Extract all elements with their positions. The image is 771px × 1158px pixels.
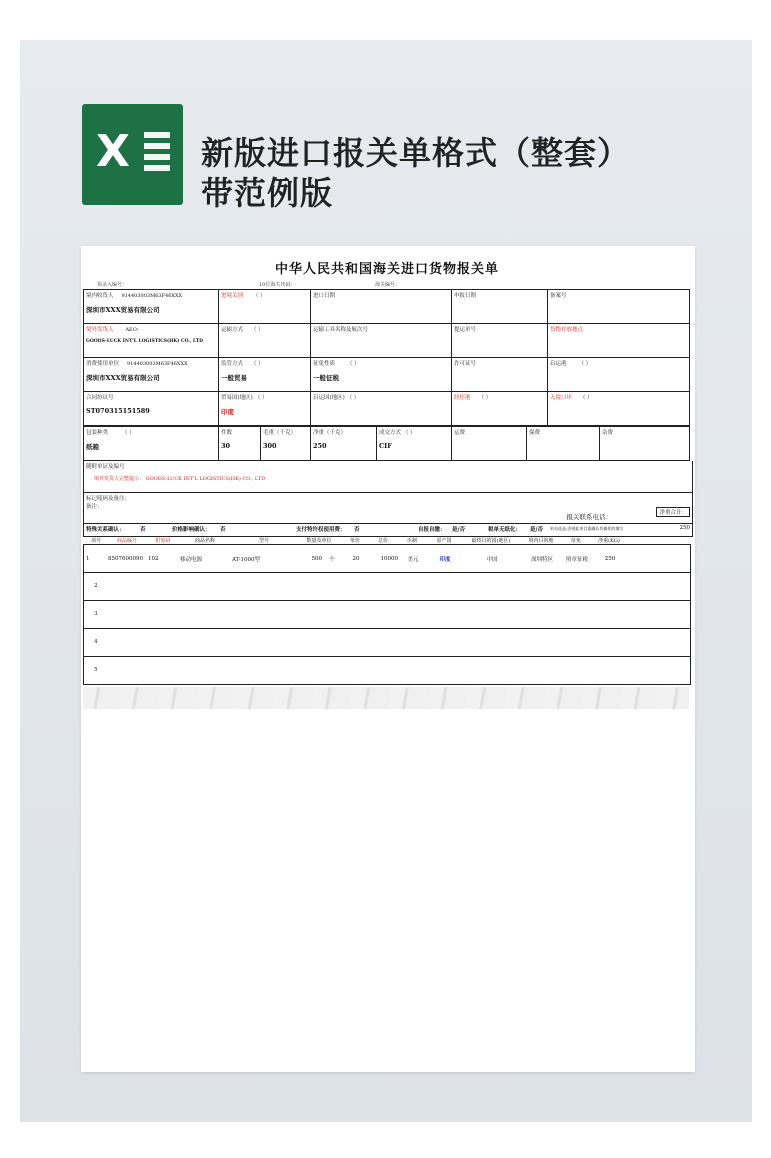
bill-cell	[452, 324, 548, 358]
extra-code: 102	[148, 555, 159, 562]
shipper-code-label: AEO：	[125, 327, 142, 333]
gross-label: 毛重（千克）	[263, 430, 297, 436]
trade-country-cell	[219, 392, 311, 426]
title-line-1: 新版进口报关单格式（整套）	[201, 134, 631, 172]
goods-total: 10000	[380, 555, 398, 562]
tax-paren: （ ）	[346, 361, 360, 367]
goods-header-cell: 项号	[90, 538, 101, 544]
goods-header-cell: 境内目的地	[528, 538, 554, 544]
self-declare-label: 自报自缴：	[418, 527, 446, 533]
goods-header-cell: 净重(KG)	[598, 538, 620, 544]
declare-date-label: 申报日期	[454, 293, 477, 299]
net-cell	[311, 427, 377, 461]
trade-country-value: 印度	[221, 408, 234, 416]
goods-header	[83, 537, 691, 545]
table-row	[83, 545, 691, 573]
cargo-grid	[83, 426, 690, 461]
consignee-cell	[84, 290, 219, 324]
goods-weight: 250	[604, 555, 616, 562]
marks-label: 标记唛码及备注：	[86, 496, 131, 502]
item-no: 3	[94, 611, 98, 617]
goods-unit: 个	[329, 556, 335, 563]
origin-country-label: 启运国(地区)	[313, 395, 345, 401]
gross-cell	[261, 427, 311, 461]
supervision-label: 监管方式	[221, 361, 244, 367]
origin-country-cell	[311, 392, 452, 426]
transport-label: 运输方式	[221, 327, 244, 333]
excel-icon: X	[82, 104, 183, 205]
item-no: 5	[94, 667, 98, 673]
form-row	[84, 358, 690, 392]
declare-date-cell	[452, 290, 548, 324]
contact-phone-label: 报关联系电话：	[566, 513, 612, 521]
net-value: 250	[313, 442, 327, 450]
trade-country-paren: （ ）	[254, 395, 268, 401]
title-line-2: 带范例版	[201, 174, 334, 212]
trade-country-label: 贸易国(地区)	[221, 395, 253, 401]
net-total-label: 净重合计：	[656, 507, 690, 517]
goods-header-cell: 总价	[377, 538, 388, 544]
entry-port-paren: （ ）	[579, 395, 593, 401]
goods-header-cell: 数量及单位	[306, 538, 332, 544]
goods-currency: 美元	[407, 556, 419, 563]
package-paren: （ ）	[121, 430, 135, 436]
royalty-label: 支付特许权使用费：	[296, 527, 346, 533]
license-label: 许可证号	[454, 361, 477, 367]
entry-port-cell	[548, 392, 690, 426]
start-port-cell	[548, 358, 690, 392]
package-cell	[84, 427, 219, 461]
decorative-strip	[83, 687, 689, 709]
confirm-tip: 若勾选是/否则此项目需确认有操作的填写	[550, 526, 624, 531]
goods-header-cell: 商品名称	[194, 538, 215, 544]
license-cell	[452, 358, 548, 392]
remarks-label: 备注：	[86, 504, 103, 510]
supervision-paren: （ ）	[250, 361, 264, 367]
form-row	[84, 324, 690, 358]
pieces-value: 30	[221, 442, 231, 450]
entry-customs-paren: （ ）	[252, 293, 266, 299]
goods-domestic: 深圳特区	[530, 556, 553, 563]
goods-header-cell: 商品编号	[116, 538, 137, 544]
pre-entry-label: 预录入编号：	[97, 282, 128, 288]
user-label: 消费使用单位	[86, 361, 120, 367]
form-row	[84, 392, 690, 426]
documents-row	[83, 461, 693, 493]
customs-form	[83, 258, 691, 685]
user-value: 深圳市XXX贸易有限公司	[86, 374, 160, 382]
goods-model: AT-1000型	[232, 556, 260, 563]
net-total-value: 250	[679, 525, 690, 531]
header-grid	[83, 289, 690, 426]
supervision-cell	[219, 358, 311, 392]
shipper-value: GOODS-LUCK INT'L LOGISTICS(HK) CO., LTD	[86, 339, 203, 344]
goods-price: 20	[352, 555, 360, 562]
deal-paren: （ ）	[402, 430, 416, 436]
freight-label: 运费	[454, 430, 466, 436]
record-cell	[548, 290, 690, 324]
paperless-label: 税单无纸化：	[488, 527, 522, 533]
transit-port-cell	[452, 392, 548, 426]
vehicle-cell	[311, 324, 452, 358]
consignee-value: 深圳市XXX贸易有限公司	[86, 306, 160, 314]
origin-country-paren: （ ）	[346, 395, 360, 401]
royalty-value: 否	[354, 527, 360, 533]
price-value: 否	[220, 527, 226, 533]
record-label: 备案号	[550, 293, 567, 299]
table-row	[83, 629, 691, 657]
user-cell	[84, 358, 219, 392]
insurance-cell	[527, 427, 600, 461]
table-row	[83, 657, 691, 685]
tax-value: 一般征税	[313, 374, 339, 382]
freight-cell	[452, 427, 527, 461]
import-date-label: 进口日期	[313, 293, 336, 299]
paperless-value: 是/否	[530, 527, 544, 533]
price-label: 价格影响确认：	[172, 527, 211, 533]
shipper-label: 境外发货人	[86, 327, 114, 333]
entry-customs-cell	[219, 290, 311, 324]
tax-label: 征免性质	[313, 361, 336, 367]
supervision-value: 一般贸易	[221, 374, 247, 382]
goods-header-cell: 征免	[570, 538, 581, 544]
form-title: 中华人民共和国海关进口货物报关单	[274, 262, 499, 277]
vehicle-label: 运输工具名称及航次号	[313, 327, 369, 333]
goods-header-cell: 附加码	[155, 538, 171, 544]
goods-header-cell: 原产国	[436, 538, 452, 544]
entry-port-label: 入境口岸	[550, 395, 573, 401]
transport-paren: （ ）	[250, 327, 264, 333]
package-label: 包装种类	[86, 430, 109, 436]
relation-value: 否	[140, 527, 146, 533]
misc-label: 杂费	[602, 430, 614, 436]
goods-origin: 印度	[439, 556, 451, 563]
goods-header-cell: 单价	[349, 538, 360, 544]
tax-cell	[311, 358, 452, 392]
customs-code-label: 10位海关代码：	[259, 282, 296, 288]
goods-levy: 照章征税	[565, 556, 588, 563]
contract-value: ST070315151589	[86, 407, 150, 415]
location-cell	[548, 324, 690, 358]
deal-value: CIF	[379, 442, 392, 450]
shipper-cell	[84, 324, 219, 358]
marks-row	[83, 493, 693, 524]
goods-destination: 中国	[486, 556, 498, 563]
transport-cell	[219, 324, 311, 358]
page-title	[201, 133, 630, 213]
goods-header-cell: 币制	[406, 538, 417, 544]
gross-value: 300	[263, 442, 277, 450]
hs-code: 8507600090	[108, 555, 143, 562]
item-no: 2	[94, 583, 98, 589]
relation-label: 特殊关系确认：	[86, 527, 125, 533]
form-row	[84, 427, 690, 461]
documents-note: 境外发货人完整提示： GOODS-LUCK INT'L LOGISTICS(HK) CO., LTD	[94, 476, 266, 482]
deal-label: 成交方式	[379, 430, 402, 436]
bill-label: 提运单号	[454, 327, 477, 333]
import-date-cell	[311, 290, 452, 324]
insurance-label: 保费	[529, 430, 541, 436]
entry-customs-label: 进境关别	[221, 293, 244, 299]
consignee-label: 境内收货人	[86, 293, 114, 299]
goods-header-cell: 型号	[258, 538, 269, 544]
goods-name: 移动电源	[180, 556, 203, 563]
consignee-code: 914403003M63F46XXX	[121, 293, 183, 299]
contract-cell	[84, 392, 219, 426]
transit-port-label: 经停港	[454, 395, 471, 401]
goods-qty: 500	[311, 555, 322, 562]
contract-label: 合同协议号	[86, 395, 114, 401]
form-meta	[83, 279, 691, 289]
self-declare-value: 是/否	[452, 527, 466, 533]
pieces-cell	[219, 427, 261, 461]
misc-cell	[600, 427, 690, 461]
package-value: 纸箱	[86, 443, 99, 451]
start-port-label: 启运港	[550, 361, 567, 367]
deal-cell	[377, 427, 452, 461]
confirm-row	[83, 524, 693, 537]
transit-port-paren: （ ）	[478, 395, 492, 401]
net-label: 净重（千克）	[313, 430, 347, 436]
table-row	[83, 573, 691, 601]
start-port-paren: （ ）	[578, 361, 592, 367]
item-no: 4	[94, 639, 98, 645]
document-preview	[81, 246, 695, 1072]
item-no: 1	[86, 555, 90, 562]
customs-no-label: 海关编号：	[375, 282, 401, 288]
pieces-label: 件数	[221, 430, 233, 436]
location-label: 货物存放地点	[550, 327, 584, 333]
table-row	[83, 601, 691, 629]
documents-label: 随附单证及编号	[86, 464, 125, 470]
goods-header-cell: 最终目的国(地区)	[471, 538, 511, 544]
user-code: 914403003M63F46XXX	[126, 361, 188, 367]
form-row	[84, 290, 690, 324]
